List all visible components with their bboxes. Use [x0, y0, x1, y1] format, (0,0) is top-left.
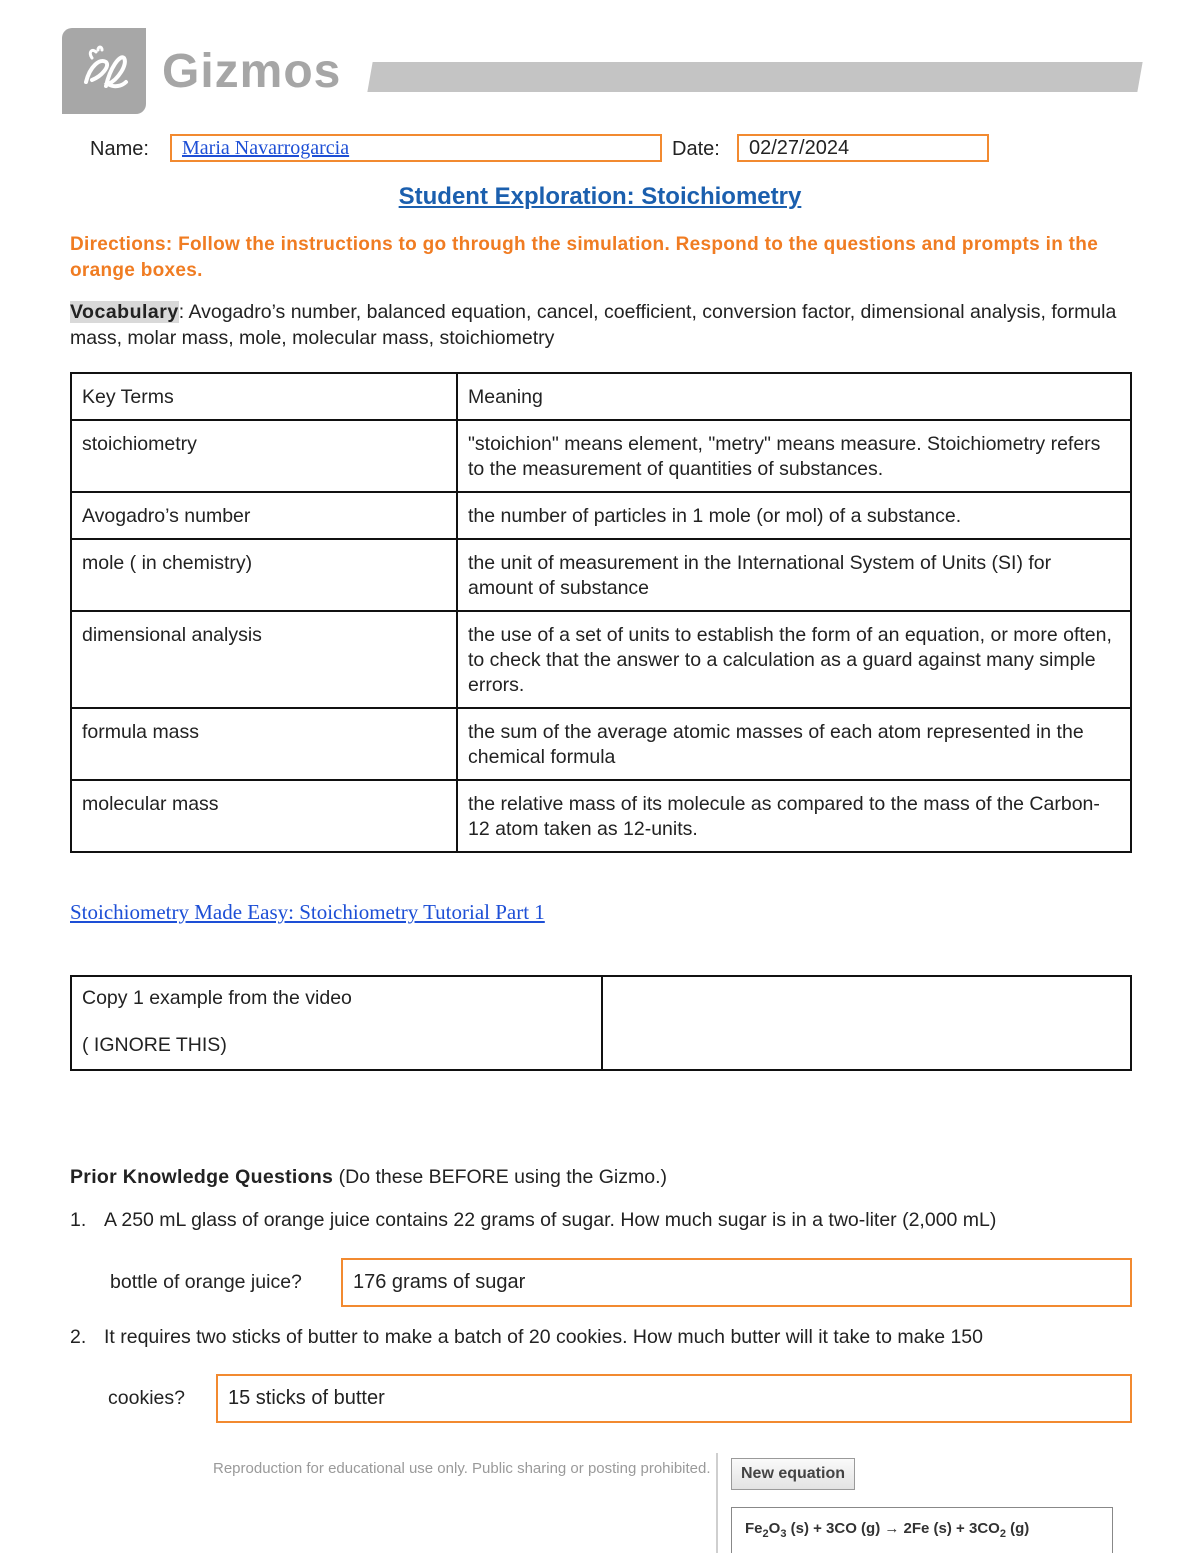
table-row — [71, 708, 1131, 780]
name-value: Maria Navarrogarcia — [182, 137, 350, 159]
table-row — [71, 492, 1131, 539]
equation-part: Fe — [745, 1520, 763, 1537]
date-label: Date: — [672, 138, 720, 160]
term-cell: Avogadro’s number — [71, 492, 457, 539]
vocabulary-paragraph — [70, 299, 1130, 351]
table-row — [71, 539, 1131, 611]
equation-part: O — [768, 1520, 781, 1537]
copy-answer-cell[interactable] — [602, 976, 1131, 1070]
table-header-row — [71, 373, 1131, 420]
name-field[interactable] — [170, 134, 662, 162]
copy-prompt-cell — [71, 976, 602, 1070]
equation-part: (s) + 3CO (g) → 2Fe (s) + 3CO — [786, 1520, 1000, 1537]
equation-subscript: 2 — [762, 1528, 769, 1540]
column-header: Key Terms — [71, 373, 457, 420]
term-cell: stoichiometry — [71, 420, 457, 492]
date-field[interactable] — [737, 134, 989, 162]
meaning-cell: the number of particles in 1 mole (or mol) of a substance. — [457, 492, 1131, 539]
meaning-cell: the use of a set of units to establish the form of an equation, or more often, to check that the answer to a calculation as a guard against many simple errors. — [457, 611, 1131, 708]
table-row — [71, 420, 1131, 492]
meaning-cell: "stoichion" means element, "metry" means measure. Stoichiometry refers to the measurement of quantities of substances. — [457, 420, 1131, 492]
column-header: Meaning — [457, 373, 1131, 420]
brand-name: Gizmos — [162, 45, 342, 98]
question-prompt: cookies? — [108, 1387, 185, 1409]
term-cell: dimensional analysis — [71, 611, 457, 708]
meaning-cell: the unit of measurement in the International System of Units (SI) for amount of substance — [457, 539, 1131, 611]
question-text: It requires two sticks of butter to make a batch of 20 cookies. How much butter will it take to make 150 — [104, 1326, 983, 1348]
question-number: 2. — [70, 1326, 87, 1348]
copy-ignore-note: ( IGNORE THIS) — [82, 1034, 227, 1056]
prior-knowledge-note: (Do these BEFORE using the Gizmo.) — [333, 1166, 667, 1188]
equation-display — [731, 1507, 1113, 1553]
meaning-cell: the sum of the average atomic masses of each atom represented in the chemical formula — [457, 708, 1131, 780]
key-terms-table — [70, 372, 1132, 853]
term-cell: molecular mass — [71, 780, 457, 852]
footer-notice: Reproduction for educational use only. Public sharing or posting prohibited. — [213, 1460, 711, 1477]
question-text: A 250 mL glass of orange juice contains 22 grams of sugar. How much sugar is in a two-liter (2,000 mL) — [104, 1209, 997, 1231]
table-row — [71, 976, 1131, 1070]
page-title: Student Exploration: Stoichiometry — [398, 183, 802, 210]
meaning-cell: the relative mass of its molecule as compared to the mass of the Carbon-12 atom taken as 12-units. — [457, 780, 1131, 852]
prior-knowledge-heading-line — [70, 1166, 667, 1189]
new-equation-button[interactable]: New equation — [731, 1458, 855, 1490]
table-row — [71, 780, 1131, 852]
vocabulary-label: Vocabulary — [70, 301, 179, 323]
answer-text: 15 sticks of butter — [228, 1387, 385, 1409]
question-number: 1. — [70, 1209, 87, 1231]
directions-text: Directions: Follow the instructions to go through the simulation. Respond to the questions and prompts in the orange boxes. — [70, 234, 1099, 281]
answer-text: 176 grams of sugar — [353, 1271, 526, 1293]
prior-knowledge-heading: Prior Knowledge Questions — [70, 1166, 334, 1188]
answer-box[interactable] — [341, 1258, 1132, 1307]
term-cell: formula mass — [71, 708, 457, 780]
table-row — [71, 611, 1131, 708]
el-leaf-logo-icon — [62, 28, 146, 114]
copy-prompt-line: Copy 1 example from the video — [82, 987, 352, 1009]
simulation-divider — [716, 1453, 718, 1553]
equation-subscript: 3 — [780, 1528, 787, 1540]
question-prompt: bottle of orange juice? — [110, 1271, 302, 1293]
copy-example-table — [70, 975, 1132, 1071]
equation-part: (g) — [1005, 1520, 1030, 1537]
gizmos-logo — [62, 28, 146, 114]
term-cell: mole ( in chemistry) — [71, 539, 457, 611]
header-bar — [367, 62, 1142, 92]
video-link[interactable]: Stoichiometry Made Easy: Stoichiometry Tutorial Part 1 — [70, 900, 545, 924]
name-label: Name: — [90, 138, 149, 160]
answer-box[interactable] — [216, 1374, 1132, 1423]
equation-subscript: 2 — [999, 1528, 1006, 1540]
date-value: 02/27/2024 — [749, 137, 850, 159]
vocabulary-list: : Avogadro’s number, balanced equation, cancel, coefficient, conversion factor, dimensional analysis, formula mass, molar mass, mole, molecular mass, stoichiometry — [70, 301, 1117, 349]
